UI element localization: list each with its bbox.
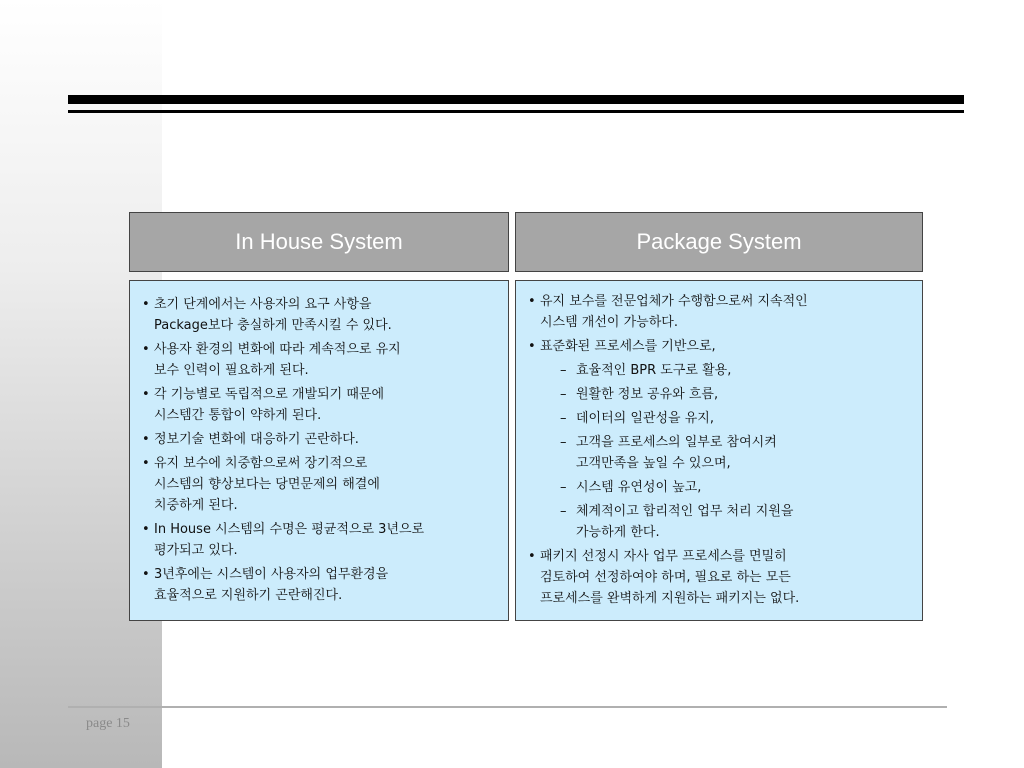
list-item-line: 시스템의 향상보다는 당면문제의 해결에 — [154, 477, 380, 492]
list-item-line: – 체계적이고 합리적인 업무 처리 지원을 — [576, 504, 794, 519]
list-item — [140, 429, 498, 450]
list-item-line: • 정보기술 변화에 대응하기 곤란하다. — [154, 432, 359, 447]
list-item-line: – 데이터의 일관성을 유지, — [576, 411, 714, 426]
footer-rule — [68, 706, 947, 708]
in-house-panel — [129, 280, 509, 621]
header-package-label: Package System — [636, 229, 802, 254]
package-panel — [515, 280, 923, 621]
list-item-line: • 표준화된 프로세스를 기반으로, — [540, 339, 716, 354]
top-rule-thin — [68, 110, 964, 113]
list-item-line: • 3년후에는 시스템이 사용자의 업무환경을 — [154, 567, 389, 582]
list-item-line: – 고객을 프로세스의 일부로 참여시켜 — [576, 435, 777, 450]
list-item-line: 시스템 개선이 가능하다. — [540, 315, 678, 330]
list-item — [140, 453, 498, 516]
list-item — [526, 291, 912, 333]
list-item-line: 검토하여 선정하여야 하며, 필요로 하는 모든 — [540, 570, 791, 585]
page-number: page 15 — [86, 716, 130, 731]
list-item-line: • 사용자 환경의 변화에 따라 계속적으로 유지 — [154, 342, 401, 357]
list-item-line: • 초기 단계에서는 사용자의 요구 사항을 — [154, 297, 372, 312]
list-item-line: • 유지 보수를 전문업체가 수행함으로써 지속적인 — [540, 294, 808, 309]
list-item-line: • 패키지 선정시 자사 업무 프로세스를 면밀히 — [540, 549, 787, 564]
list-item — [140, 294, 498, 336]
sub-list-item — [526, 408, 912, 429]
list-item — [526, 546, 912, 609]
in-house-list — [140, 294, 498, 606]
list-item-line: 시스템간 통합이 약하게 된다. — [154, 408, 322, 423]
list-item — [140, 519, 498, 561]
list-item-line: • 각 기능별로 독립적으로 개발되기 때문에 — [154, 387, 385, 402]
list-item-line: 프로세스를 완벽하게 지원하는 패키지는 없다. — [540, 591, 800, 606]
list-item-line: 효율적으로 지원하기 곤란해진다. — [154, 588, 343, 603]
list-item — [140, 384, 498, 426]
sub-list-item — [526, 360, 912, 381]
sub-list-item — [526, 384, 912, 405]
list-item-line: – 원활한 정보 공유와 흐름, — [576, 387, 719, 402]
header-in-house-system — [129, 212, 509, 272]
list-item-line: – 효율적인 BPR 도구로 활용, — [576, 363, 732, 378]
list-item-line: 보수 인력이 필요하게 된다. — [154, 363, 309, 378]
list-item-line: – 시스템 유연성이 높고, — [576, 480, 702, 495]
sub-list-item — [526, 432, 912, 474]
list-item — [140, 564, 498, 606]
list-item-line: Package보다 충실하게 만족시킬 수 있다. — [154, 318, 392, 333]
list-item-line: 가능하게 한다. — [576, 525, 660, 540]
list-item-line: • In House 시스템의 수명은 평균적으로 3년으로 — [154, 522, 425, 537]
list-item-line: 고객만족을 높일 수 있으며, — [576, 456, 731, 471]
list-item-line: 치중하게 된다. — [154, 498, 238, 513]
list-item — [140, 339, 498, 381]
top-rule-thick — [68, 95, 964, 104]
list-item — [526, 336, 912, 357]
package-list — [526, 291, 912, 609]
header-package-system — [515, 212, 923, 272]
list-item-line: • 유지 보수에 치중함으로써 장기적으로 — [154, 456, 368, 471]
list-item-line: 평가되고 있다. — [154, 543, 238, 558]
sub-list-item — [526, 477, 912, 498]
sub-list-item — [526, 501, 912, 543]
header-in-house-label: In House System — [235, 229, 403, 254]
